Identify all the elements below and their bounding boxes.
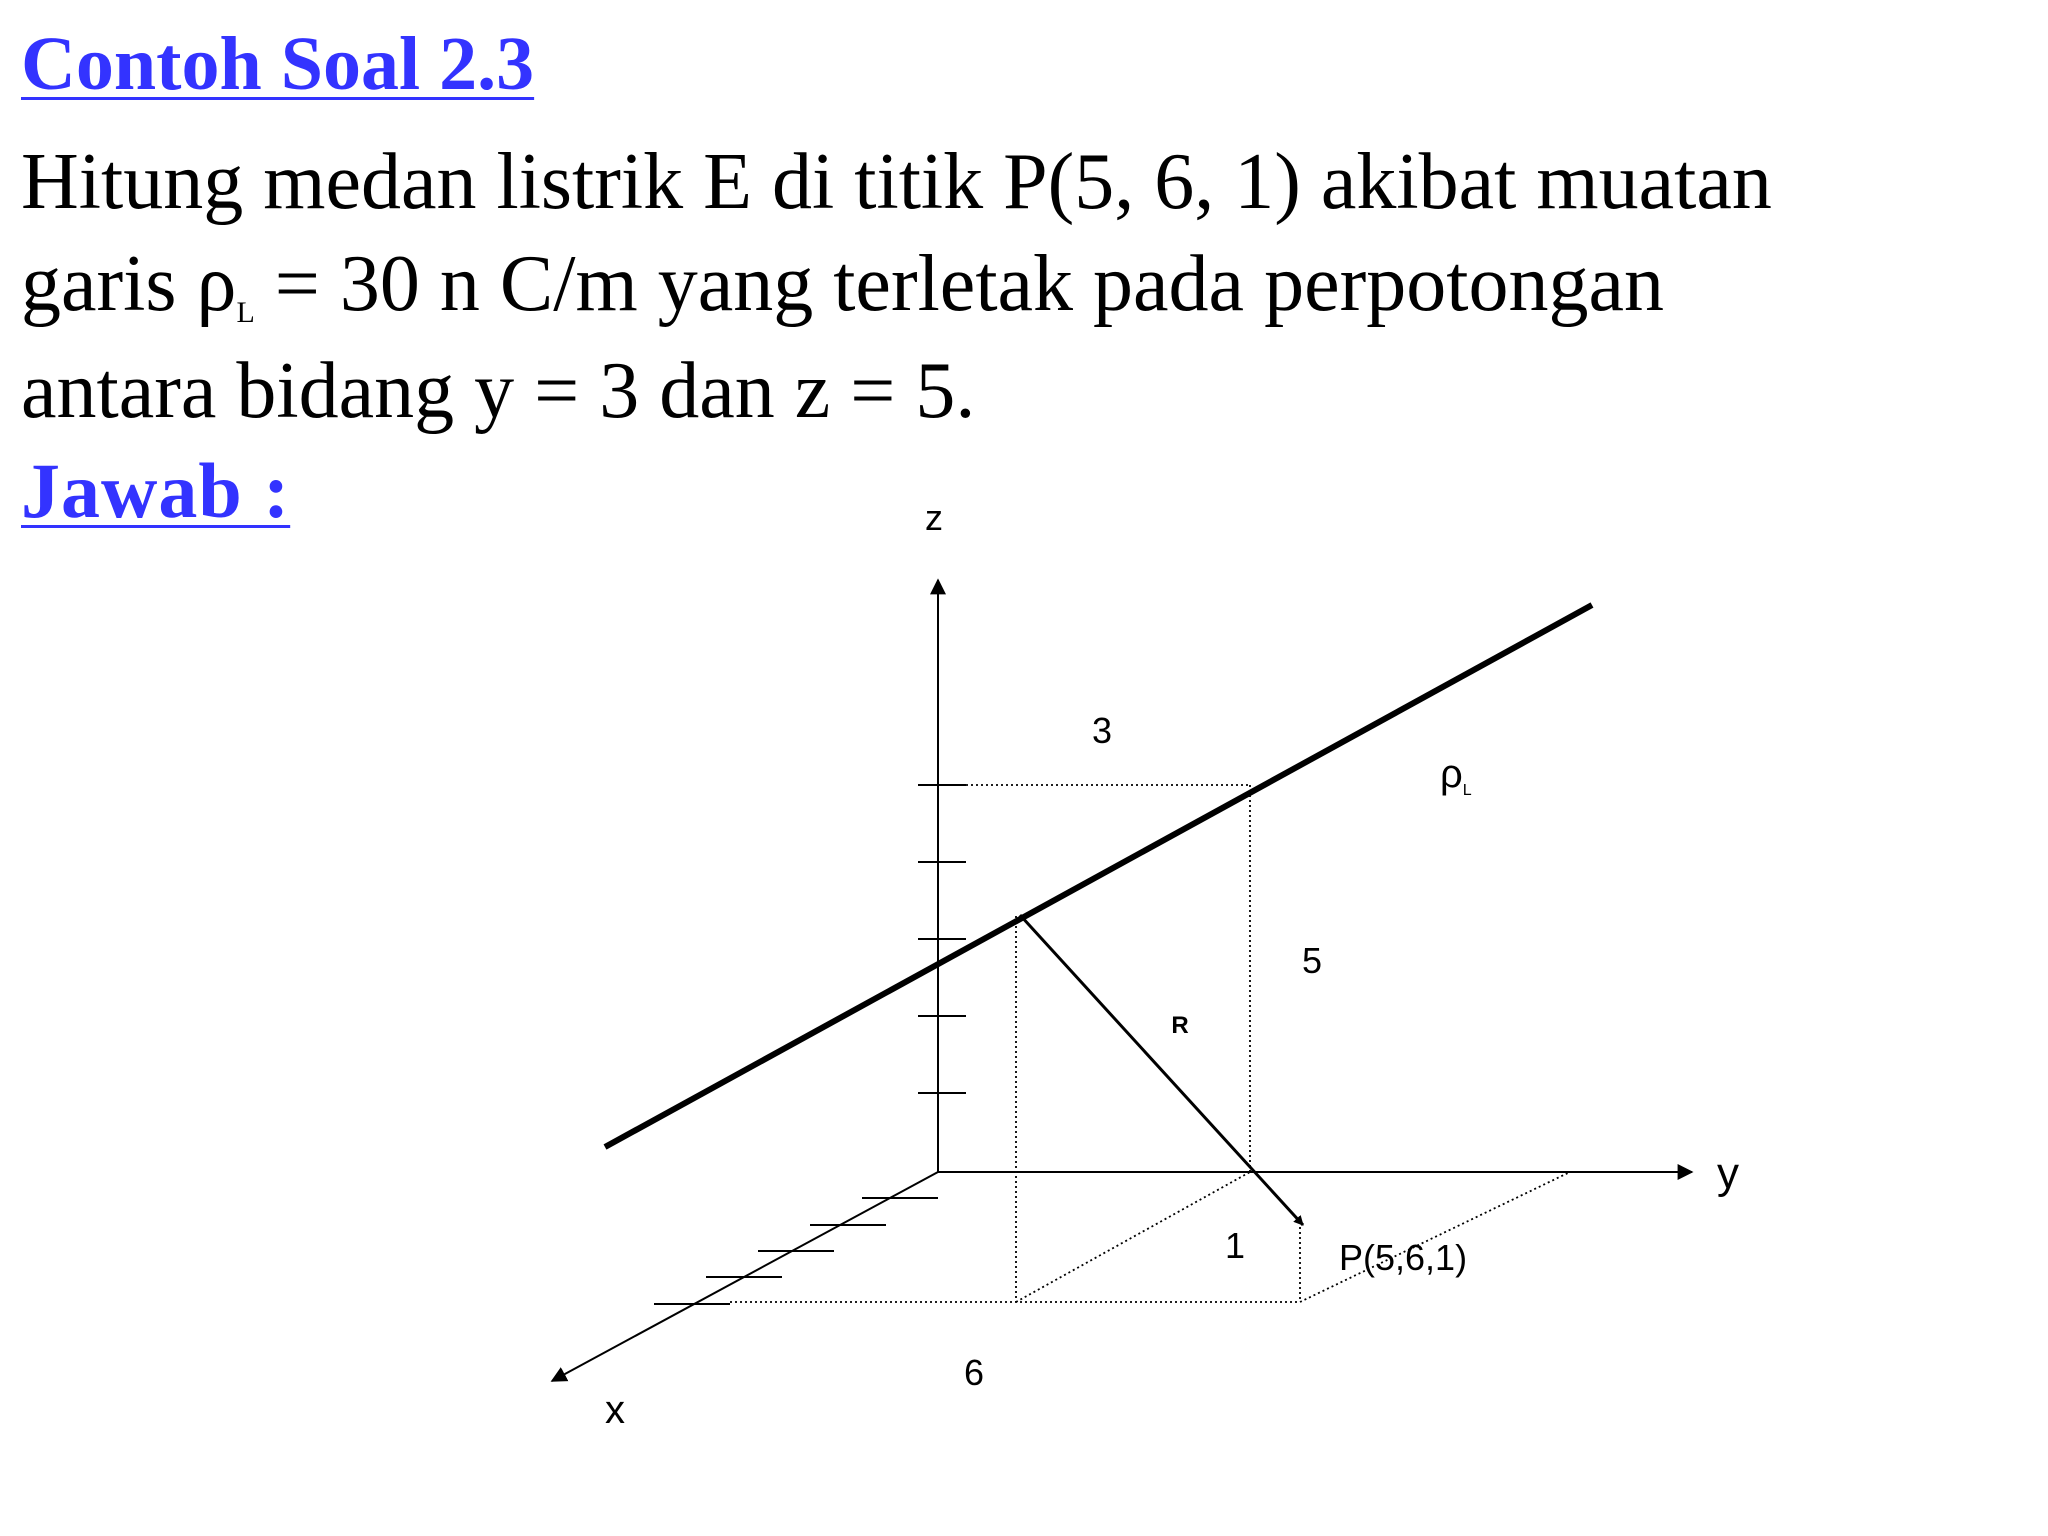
line-charge-subscript: L — [1462, 782, 1472, 799]
x-axis-ticks — [654, 1198, 938, 1304]
page-title: Contoh Soal 2.3 — [21, 22, 535, 106]
vector-r-label: R — [1171, 1012, 1189, 1039]
x-axis-label: x — [605, 1388, 625, 1432]
problem-line-2-start: garis ρ — [21, 240, 237, 328]
z-axis-label: z — [925, 497, 943, 538]
problem-line-3: antara bidang y = 3 dan z = 5. — [21, 347, 976, 435]
guide-floor-diagonal — [1016, 1172, 1250, 1302]
problem-line-1: Hitung medan listrik E di titik P(5, 6, 1) akibat muatan — [21, 138, 1772, 226]
line-charge — [605, 605, 1592, 1147]
line-charge-symbol: ρ — [1440, 752, 1463, 796]
vector-r — [1020, 915, 1303, 1225]
dimension-1-label: 1 — [1224, 1225, 1246, 1266]
z-axis-ticks — [918, 785, 966, 1093]
dimension-6-label: 6 — [963, 1352, 985, 1393]
dimension-5-label: 5 — [1301, 940, 1323, 981]
problem-line-2-end: = 30 n C/m yang terletak pada perpotongan — [254, 240, 1664, 328]
point-p-label: P(5,6,1) — [1339, 1237, 1468, 1278]
answer-heading: Jawab : — [21, 447, 291, 534]
rho-subscript: L — [236, 296, 255, 329]
y-axis-label: y — [1717, 1149, 1739, 1198]
dimension-3-label: 3 — [1091, 710, 1113, 751]
line-charge-label — [1440, 752, 1472, 799]
